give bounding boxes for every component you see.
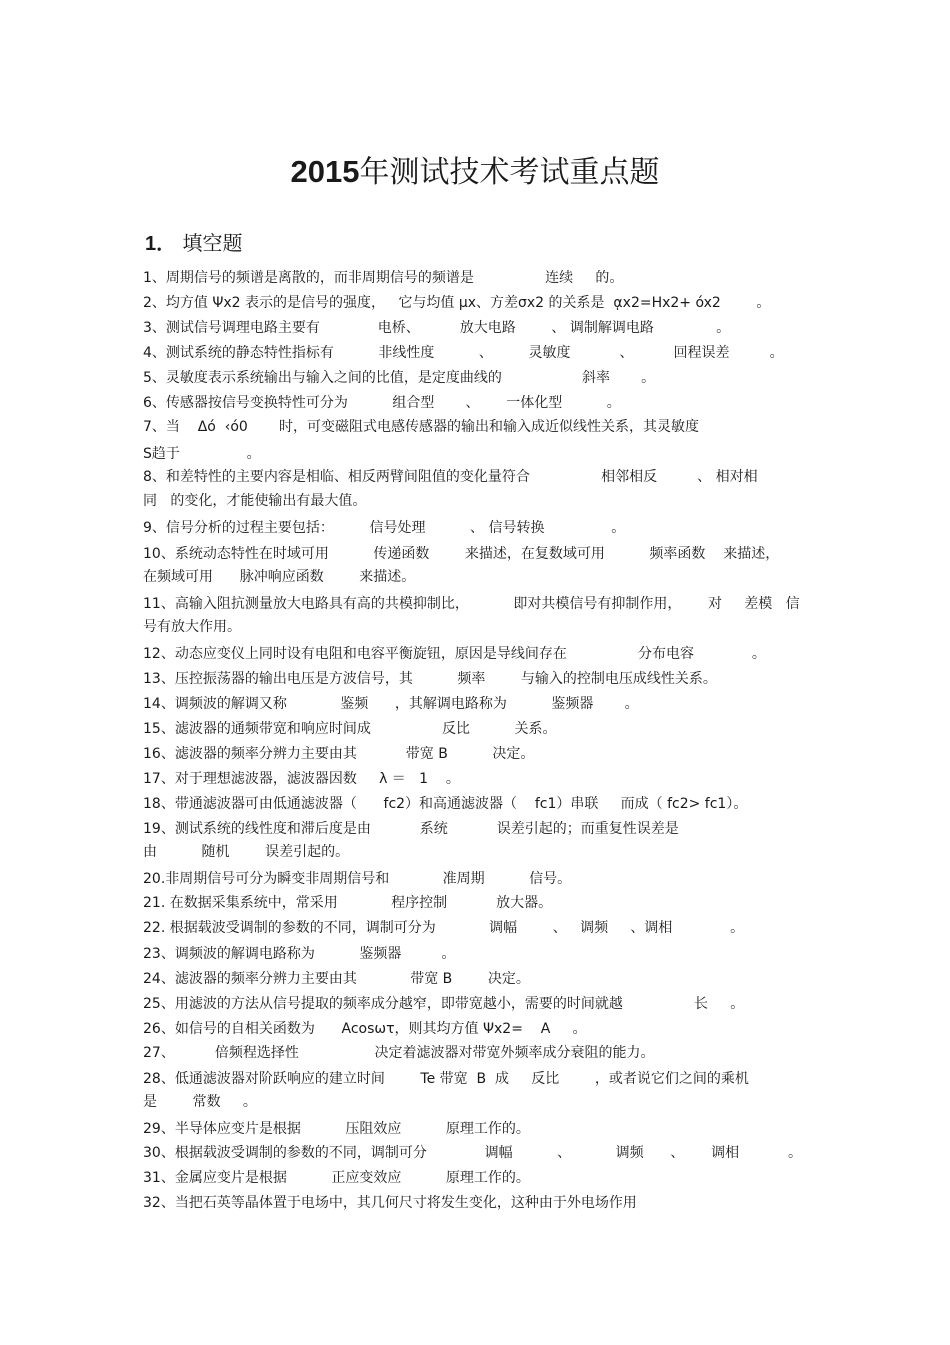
question-28: 28、低通滤波器对阶跃响应的建立时间 Te 带宽 B 成 反比 ，或者说它们之间的乘机 [143, 1071, 749, 1087]
question-7: 7、当 Δó ‹ó0 时，可变磁阻式电感传感器的输出和输入成近似线性关系，其灵敏度 [143, 419, 699, 435]
question-4: 4、测试系统的静态特性指标有 非线性度 、 灵敏度 、 回程误差 。 [143, 345, 784, 361]
document-title [0, 150, 950, 195]
title-year: 2015 [290, 154, 360, 189]
question-10-cont: 在频域可用 脉冲响应函数 来描述。 [143, 569, 416, 585]
question-21: 21. 在数据采集系统中，常采用 程序控制 放大器。 [143, 895, 553, 911]
question-24: 24、滤波器的频率分辨力主要由其 带宽 B 决定。 [143, 971, 530, 987]
question-2: 2、均方值 Ψx2 表示的是信号的强度， 它与均值 μx、方差σx2 的关系是 ᾳx2=Hx2+ óx2 。 [143, 295, 771, 311]
question-7-cont: S趋于 。 [143, 446, 261, 462]
section-label: 填空题 [182, 231, 243, 255]
question-19-cont: 由 随机 误差引起的。 [143, 844, 350, 860]
question-9: 9、信号分析的过程主要包括： 信号处理 、 信号转换 。 [143, 520, 626, 536]
question-32: 32、当把石英等晶体置于电场中，其几何尺寸将发生变化，这种由于外电场作用 [143, 1195, 637, 1211]
question-15: 15、滤波器的通频带宽和响应时间成 反比 关系。 [143, 721, 557, 737]
question-14: 14、调频波的解调又称 鉴频 ，其解调电路称为 鉴频器 。 [143, 696, 639, 712]
question-6: 6、传感器按信号变换特性可分为 组合型 、 一体化型 。 [143, 395, 621, 411]
question-31: 31、金属应变片是根据 正应变效应 原理工作的。 [143, 1170, 530, 1186]
section-number: 1． [145, 233, 177, 255]
question-12: 12、动态应变仪上同时设有电阻和电容平衡旋钮，原因是导线间存在 分布电容 。 [143, 646, 766, 662]
question-23: 23、调频波的解调电路称为 鉴频器 。 [143, 946, 456, 962]
question-20: 20.非周期信号可分为瞬变非周期信号和 准周期 信号。 [143, 871, 572, 887]
question-27: 27、 倍频程选择性 决定着滤波器对带宽外频率成分衰阻的能力。 [143, 1045, 655, 1061]
question-28-cont: 是 常数 。 [143, 1094, 257, 1110]
question-10: 10、系统动态特性在时域可用 传递函数 来描述，在复数域可用 频率函数 来描述， [143, 546, 780, 562]
question-18: 18、带通滤波器可由低通滤波器（ fc2）和高通滤波器（ fc1）串联 而成（ fc2> fc1）。 [143, 796, 748, 812]
title-text: 年测试技术考试重点题 [359, 155, 660, 190]
question-1: 1、周期信号的频谱是离散的，而非周期信号的频谱是 连续 的。 [143, 270, 624, 286]
question-22: 22. 根据载波受调制的参数的不同，调制可分为 调幅 、 调频 、调相 。 [143, 920, 745, 936]
question-29: 29、半导体应变片是根据 压阻效应 原理工作的。 [143, 1121, 530, 1137]
question-30: 30、根据载波受调制的参数的不同，调制可分 调幅 、 调频 、 调相 。 [143, 1145, 803, 1161]
question-26: 26、如信号的自相关函数为 Acosωτ，则其均方值 Ψx2= A 。 [143, 1021, 587, 1037]
question-8-cont: 同 的变化，才能使输出有最大值。 [143, 493, 367, 509]
question-19: 19、测试系统的线性度和滞后度是由 系统 误差引起的；而重复性误差是 [143, 821, 679, 837]
question-13: 13、压控振荡器的输出电压是方波信号，其 频率 与输入的控制电压成线性关系。 [143, 671, 717, 687]
section-heading [145, 228, 242, 259]
question-11: 11、高输入阻抗测量放大电路具有高的共模抑制比， 即对共模信号有抑制作用， 对 差模 信 [143, 596, 800, 612]
question-16: 16、滤波器的频率分辨力主要由其 带宽 B 决定。 [143, 746, 535, 762]
question-17: 17、对于理想滤波器，滤波器因数 λ ＝ 1 。 [143, 771, 460, 787]
question-5: 5、灵敏度表示系统输出与输入之间的比值，是定度曲线的 斜率 。 [143, 370, 656, 386]
question-3: 3、测试信号调理电路主要有 电桥、 放大电路 、 调制解调电路 。 [143, 320, 731, 336]
question-11-cont: 号有放大作用。 [143, 619, 241, 635]
question-25: 25、用滤波的方法从信号提取的频率成分越窄，即带宽越小，需要的时间就越 长 。 [143, 996, 745, 1012]
question-8: 8、和差特性的主要内容是相临、相反两臂间阻值的变化量符合 相邻相反 、 相对相 [143, 469, 758, 485]
